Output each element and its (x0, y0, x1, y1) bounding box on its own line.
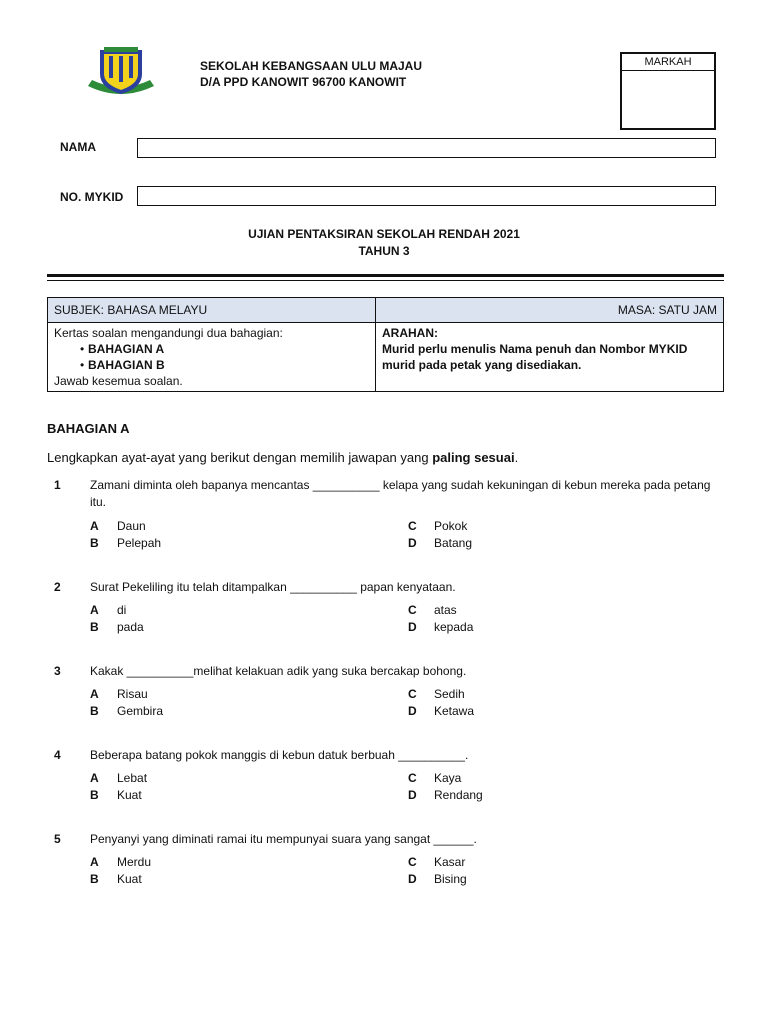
option-letter[interactable]: B (90, 872, 99, 886)
option-letter[interactable]: C (408, 603, 417, 617)
option-text[interactable]: atas (434, 603, 457, 617)
section-instruction (47, 450, 518, 465)
option-text[interactable]: Risau (117, 687, 148, 701)
exam-year: TAHUN 3 (358, 244, 410, 258)
option-letter[interactable]: C (408, 519, 417, 533)
mykid-label: NO. MYKID (60, 190, 124, 204)
section-title: BAHAGIAN A (47, 421, 130, 436)
option-letter[interactable]: B (90, 620, 99, 634)
question-number: 4 (54, 748, 61, 762)
question-text: Surat Pekeliling itu telah ditampalkan __________ papan kenyataan. (90, 580, 456, 594)
option-text[interactable]: Lebat (117, 771, 148, 785)
subject-cell (48, 298, 376, 323)
option-letter[interactable]: A (90, 687, 99, 701)
option-letter[interactable]: D (408, 872, 417, 886)
option-letter[interactable]: B (90, 788, 99, 802)
option-text[interactable]: Sedih (434, 687, 465, 701)
option-text[interactable]: Gembira (117, 704, 164, 718)
time-label: MASA: SATU JAM (617, 303, 717, 317)
instructions-cell (376, 323, 724, 392)
marks-label: MARKAH (622, 54, 714, 71)
paper-info-cell (48, 323, 376, 392)
name-label: NAMA (60, 140, 96, 154)
question-text: Beberapa batang pokok manggis di kebun datuk berbuah __________. (90, 748, 469, 762)
divider-thick (47, 274, 724, 277)
answer-all-note: Jawab kesemua soalan. (54, 374, 183, 388)
option-letter[interactable]: C (408, 687, 417, 701)
option-text[interactable]: Pokok (434, 519, 468, 533)
instruction-emphasis: paling sesuai (432, 450, 515, 465)
option-letter[interactable]: B (90, 536, 99, 550)
option-letter[interactable]: C (408, 855, 417, 869)
instructions-line: Murid perlu menulis Nama penuh dan Nombor MYKID (382, 342, 688, 356)
question-number: 5 (54, 832, 61, 846)
time-cell (376, 298, 724, 323)
question-number: 2 (54, 580, 61, 594)
instruction-suffix: . (514, 450, 519, 465)
info-table (47, 297, 724, 392)
part-item: • BAHAGIAN B (54, 357, 369, 373)
school-logo-icon (86, 44, 156, 100)
instructions-line: murid pada petak yang disediakan. (382, 358, 582, 372)
option-text[interactable]: Kuat (117, 872, 142, 886)
question-text: Zamani diminta oleh bapanya mencantas __________ kelapa yang sudah kekuningan di kebun mereka pada petang itu. (90, 478, 711, 509)
question-text: Penyanyi yang diminati ramai itu mempunyai suara yang sangat ______. (90, 832, 477, 846)
option-text[interactable]: Kaya (434, 771, 462, 785)
marks-box[interactable] (620, 52, 716, 130)
option-text[interactable]: pada (117, 620, 144, 634)
school-address: D/A PPD KANOWIT 96700 KANOWIT (200, 75, 407, 89)
divider-thin (47, 280, 724, 281)
option-letter[interactable]: D (408, 788, 417, 802)
instructions-title: ARAHAN: (382, 326, 438, 340)
option-letter[interactable]: D (408, 620, 417, 634)
question-number: 1 (54, 478, 61, 492)
option-text[interactable]: di (117, 603, 127, 617)
option-letter[interactable]: A (90, 519, 99, 533)
option-letter[interactable]: D (408, 536, 417, 550)
option-text[interactable]: Ketawa (434, 704, 475, 718)
option-text[interactable]: Daun (117, 519, 146, 533)
option-letter[interactable]: A (90, 855, 99, 869)
option-text[interactable]: Kuat (117, 788, 142, 802)
option-text[interactable]: Merdu (117, 855, 152, 869)
option-text[interactable]: Pelepah (117, 536, 162, 550)
question-number: 3 (54, 664, 61, 678)
mykid-field[interactable] (137, 186, 716, 206)
option-text[interactable]: Rendang (434, 788, 483, 802)
paper-intro: Kertas soalan mengandungi dua bahagian: (54, 326, 283, 340)
subject-label: SUBJEK: BAHASA MELAYU (54, 303, 208, 317)
school-name: SEKOLAH KEBANGSAAN ULU MAJAU (200, 59, 423, 73)
name-field[interactable] (137, 138, 716, 158)
option-text[interactable]: Batang (434, 536, 473, 550)
question-text: Kakak __________melihat kelakuan adik yang suka bercakap bohong. (90, 664, 467, 678)
option-letter[interactable]: C (408, 771, 417, 785)
option-letter[interactable]: A (90, 603, 99, 617)
option-letter[interactable]: A (90, 771, 99, 785)
part-item: • BAHAGIAN A (54, 341, 369, 357)
option-letter[interactable]: B (90, 704, 99, 718)
option-letter[interactable]: D (408, 704, 417, 718)
option-text[interactable]: Kasar (434, 855, 466, 869)
option-text[interactable]: kepada (434, 620, 474, 634)
instruction-text: Lengkapkan ayat-ayat yang berikut dengan memilih jawapan yang (47, 450, 433, 465)
exam-title: UJIAN PENTAKSIRAN SEKOLAH RENDAH 2021 (248, 227, 520, 241)
option-text[interactable]: Bising (434, 872, 467, 886)
